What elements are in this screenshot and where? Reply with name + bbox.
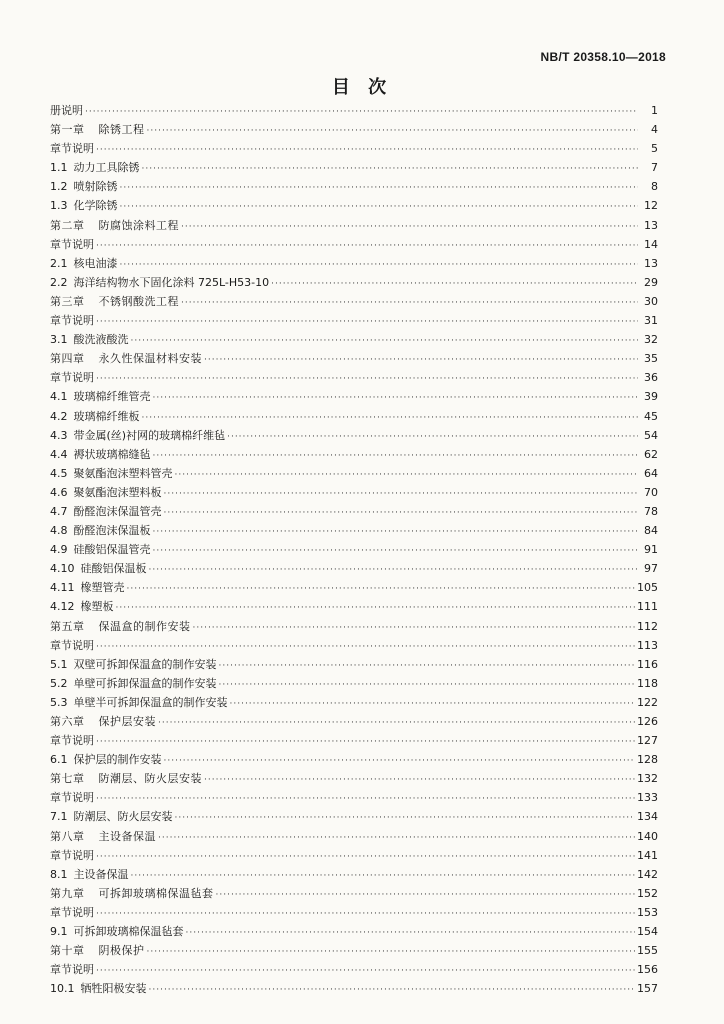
toc-entry bbox=[50, 655, 658, 674]
toc-entry-text: 硅酸铝保温板 bbox=[80, 562, 147, 576]
toc-page-number: 14 bbox=[644, 237, 658, 251]
toc-dot-leader bbox=[96, 962, 635, 979]
toc-dot-leader bbox=[96, 237, 638, 254]
toc-entry-number: 1.1 bbox=[50, 161, 68, 175]
toc-entry bbox=[50, 846, 658, 865]
toc-entry-text: 阴极保护 bbox=[98, 944, 145, 958]
toc-entry-label bbox=[50, 655, 217, 674]
toc-entry-number: 4.12 bbox=[50, 600, 75, 614]
toc-entry-text: 硅酸铝保温管壳 bbox=[73, 543, 151, 557]
toc-dot-leader bbox=[181, 294, 638, 311]
toc-entry-text: 除锈工程 bbox=[98, 123, 145, 137]
toc-entry-label bbox=[50, 120, 145, 139]
toc-entry-number: 第七章 bbox=[50, 772, 85, 786]
toc-entry-text: 永久性保温材料安装 bbox=[98, 352, 202, 366]
toc-entry-label bbox=[50, 884, 214, 903]
toc-dot-leader bbox=[153, 542, 639, 559]
toc-page-number: 116 bbox=[637, 657, 658, 671]
toc-entry bbox=[50, 139, 658, 158]
toc-entry-label bbox=[50, 941, 145, 960]
toc-page-number: 111 bbox=[637, 600, 658, 614]
toc-entry-number: 第六章 bbox=[50, 715, 85, 728]
toc-entry-label bbox=[50, 979, 147, 998]
toc-dot-leader bbox=[131, 332, 639, 349]
toc-page-number: 70 bbox=[644, 485, 658, 499]
toc-dot-leader bbox=[147, 943, 636, 960]
toc-entry bbox=[50, 177, 658, 196]
toc-entry-number: 第八章 bbox=[50, 829, 85, 843]
toc-entry-label bbox=[50, 273, 269, 292]
toc-page-number: 127 bbox=[637, 734, 658, 748]
toc-page-number: 13 bbox=[644, 256, 658, 270]
toc-dot-leader bbox=[158, 714, 635, 731]
toc-entry-text: 酚醛泡沫保温管壳 bbox=[73, 504, 162, 518]
toc-entry bbox=[50, 120, 658, 139]
toc-page-number: 141 bbox=[637, 848, 658, 862]
toc-entry bbox=[50, 807, 658, 826]
toc-entry-label bbox=[50, 158, 140, 177]
toc-entry-number: 2.1 bbox=[50, 256, 68, 270]
toc-entry-text: 保温盒的制作安装 bbox=[98, 619, 191, 633]
toc-page-number: 8 bbox=[651, 180, 658, 194]
toc-page-number: 4 bbox=[651, 123, 658, 137]
toc-entry bbox=[50, 464, 658, 483]
toc-entry-text: 章节说明 bbox=[50, 142, 94, 156]
toc-entry-text: 单壁半可拆卸保温盒的制作安装 bbox=[73, 695, 228, 709]
toc-dot-leader bbox=[216, 886, 636, 903]
toc-entry-text: 可拆卸玻璃棉保温毡套 bbox=[98, 886, 214, 900]
toc-page-number: 156 bbox=[637, 963, 658, 977]
toc-dot-leader bbox=[186, 924, 636, 941]
toc-entry-text: 可拆卸玻璃棉保温毡套 bbox=[73, 925, 184, 939]
toc-entry-label bbox=[50, 426, 225, 445]
toc-entry bbox=[50, 330, 658, 349]
toc-entry-label bbox=[50, 559, 147, 578]
toc-entry-label bbox=[50, 407, 140, 426]
toc-dot-leader bbox=[96, 905, 635, 922]
toc-dot-leader bbox=[164, 504, 639, 521]
toc-entry-label bbox=[50, 846, 94, 865]
toc-dot-leader bbox=[96, 141, 638, 158]
toc-page-number: 113 bbox=[637, 638, 658, 652]
toc-entry-text: 带金属(丝)衬网的玻璃棉纤维毡 bbox=[73, 428, 226, 442]
toc-entry-text: 章节说明 bbox=[50, 371, 94, 385]
toc-entry-number: 1.2 bbox=[50, 180, 68, 194]
toc-entry-number: 4.9 bbox=[50, 543, 68, 557]
toc-page-number: 62 bbox=[644, 447, 658, 461]
toc-dot-leader bbox=[96, 790, 635, 807]
toc-entry-number: 第一章 bbox=[50, 123, 85, 137]
toc-dot-leader bbox=[142, 409, 639, 426]
toc-dot-leader bbox=[204, 771, 635, 788]
toc-page-number: 91 bbox=[644, 543, 658, 557]
toc-entry-number: 4.5 bbox=[50, 466, 68, 480]
toc-entry-text: 保护层的制作安装 bbox=[73, 753, 162, 767]
toc-entry-label bbox=[50, 311, 94, 330]
toc-dot-leader bbox=[227, 428, 638, 445]
toc-page-number: 29 bbox=[644, 275, 658, 289]
toc-entry bbox=[50, 597, 658, 616]
toc-page-number: 134 bbox=[637, 810, 658, 824]
toc-entry-number: 10.1 bbox=[50, 982, 75, 996]
toc-entry-label bbox=[50, 827, 156, 846]
toc-page-number: 132 bbox=[637, 772, 658, 786]
toc-entry-text: 章节说明 bbox=[50, 963, 94, 977]
toc-page-number: 140 bbox=[637, 829, 658, 843]
toc-entry-number: 6.1 bbox=[50, 753, 68, 767]
toc-entry-text: 动力工具除锈 bbox=[73, 161, 140, 175]
page-title: 目 次 bbox=[331, 77, 393, 98]
toc-entry-number: 7.1 bbox=[50, 810, 68, 824]
toc-page-number: 154 bbox=[637, 925, 658, 939]
toc-entry-text: 褥状玻璃棉缝毡 bbox=[73, 447, 151, 461]
toc-dot-leader bbox=[153, 523, 639, 540]
toc-dot-leader bbox=[175, 466, 639, 483]
toc-entry bbox=[50, 502, 658, 521]
toc-entry-label bbox=[50, 750, 162, 769]
toc-dot-leader bbox=[116, 599, 636, 616]
toc-entry bbox=[50, 941, 658, 960]
toc-dot-leader bbox=[142, 160, 639, 177]
toc-entry-label bbox=[50, 865, 129, 884]
toc-dot-leader bbox=[120, 179, 639, 196]
toc-entry bbox=[50, 731, 658, 750]
toc-entry bbox=[50, 540, 658, 559]
toc-entry bbox=[50, 426, 658, 445]
toc-entry-text: 酚醛泡沫保温板 bbox=[73, 524, 151, 538]
toc-page-number: 126 bbox=[637, 715, 658, 728]
table-of-contents bbox=[50, 101, 658, 998]
toc-page-number: 45 bbox=[644, 409, 658, 423]
toc-entry-text: 双壁可拆卸保温盒的制作安装 bbox=[73, 657, 217, 671]
toc-dot-leader bbox=[96, 370, 638, 387]
toc-entry-label bbox=[50, 521, 151, 540]
toc-entry-label bbox=[50, 101, 83, 120]
toc-entry bbox=[50, 712, 658, 731]
toc-entry-text: 章节说明 bbox=[50, 314, 94, 328]
toc-dot-leader bbox=[164, 485, 639, 502]
toc-entry-text: 喷射除锈 bbox=[73, 180, 118, 194]
toc-entry-text: 橡塑板 bbox=[80, 600, 114, 614]
toc-dot-leader bbox=[158, 829, 635, 846]
toc-entry-label bbox=[50, 731, 94, 750]
toc-page-number: 64 bbox=[644, 466, 658, 480]
toc-entry-text: 核电油漆 bbox=[73, 256, 118, 270]
toc-dot-leader bbox=[120, 198, 639, 215]
toc-entry-number: 4.7 bbox=[50, 504, 68, 518]
toc-dot-leader bbox=[96, 848, 635, 865]
toc-entry-text: 册说明 bbox=[50, 104, 83, 117]
toc-entry bbox=[50, 254, 658, 273]
toc-entry bbox=[50, 636, 658, 655]
toc-entry-label bbox=[50, 769, 202, 788]
toc-entry bbox=[50, 216, 658, 235]
toc-entry bbox=[50, 196, 658, 215]
toc-entry-text: 牺牲阳极安装 bbox=[80, 982, 147, 996]
toc-entry-text: 橡塑管壳 bbox=[80, 581, 125, 595]
toc-entry bbox=[50, 827, 658, 846]
toc-entry-text: 聚氨酯泡沫塑料管壳 bbox=[73, 466, 173, 480]
toc-entry-label bbox=[50, 216, 179, 235]
toc-dot-leader bbox=[181, 218, 638, 235]
toc-entry bbox=[50, 273, 658, 292]
toc-entry bbox=[50, 769, 658, 788]
toc-entry bbox=[50, 960, 658, 979]
toc-dot-leader bbox=[127, 580, 636, 597]
toc-entry bbox=[50, 865, 658, 884]
toc-entry-label bbox=[50, 330, 129, 349]
toc-entry-text: 海洋结构物水下固化涂料 725L-H53-10 bbox=[73, 275, 270, 289]
toc-dot-leader bbox=[147, 122, 639, 139]
toc-entry-number: 9.1 bbox=[50, 925, 68, 939]
toc-entry-number: 第十章 bbox=[50, 944, 85, 958]
toc-entry-text: 章节说明 bbox=[50, 848, 94, 862]
toc-entry bbox=[50, 292, 658, 311]
toc-page-number: 133 bbox=[637, 791, 658, 805]
toc-entry-number: 4.4 bbox=[50, 447, 68, 461]
toc-dot-leader bbox=[219, 676, 636, 693]
toc-entry bbox=[50, 559, 658, 578]
toc-entry-text: 章节说明 bbox=[50, 734, 94, 748]
toc-entry-label bbox=[50, 636, 94, 655]
toc-entry-label bbox=[50, 139, 94, 158]
toc-entry-number: 第九章 bbox=[50, 886, 85, 900]
toc-entry bbox=[50, 483, 658, 502]
toc-entry-text: 玻璃棉纤维管壳 bbox=[73, 390, 151, 404]
document-code: NB/T 20358.10—2018 bbox=[540, 50, 666, 64]
toc-page-number: 35 bbox=[644, 352, 658, 366]
toc-entry-text: 章节说明 bbox=[50, 237, 94, 251]
toc-entry bbox=[50, 407, 658, 426]
toc-entry-number: 第三章 bbox=[50, 294, 85, 308]
toc-entry-label bbox=[50, 254, 118, 273]
toc-entry-number: 4.1 bbox=[50, 390, 68, 404]
toc-entry bbox=[50, 617, 658, 636]
toc-entry-label bbox=[50, 387, 151, 406]
toc-entry-text: 防潮层、防火层安装 bbox=[73, 810, 173, 824]
toc-entry-label bbox=[50, 578, 125, 597]
toc-entry-label bbox=[50, 788, 94, 807]
toc-dot-leader bbox=[131, 867, 636, 884]
toc-dot-leader bbox=[193, 619, 636, 636]
toc-entry-label bbox=[50, 674, 217, 693]
toc-page-number: 153 bbox=[637, 905, 658, 919]
toc-dot-leader bbox=[153, 389, 639, 406]
toc-page-number: 1 bbox=[651, 104, 658, 117]
toc-entry-label bbox=[50, 502, 162, 521]
toc-page-number: 39 bbox=[644, 390, 658, 404]
toc-entry-number: 第四章 bbox=[50, 352, 85, 366]
toc-entry bbox=[50, 578, 658, 597]
toc-dot-leader bbox=[271, 275, 638, 292]
toc-page-number: 36 bbox=[644, 371, 658, 385]
toc-entry bbox=[50, 445, 658, 464]
toc-entry bbox=[50, 903, 658, 922]
toc-page-number: 12 bbox=[644, 199, 658, 213]
toc-dot-leader bbox=[164, 752, 636, 769]
toc-page-number: 118 bbox=[637, 676, 658, 690]
toc-entry-number: 4.8 bbox=[50, 524, 68, 538]
toc-entry-label bbox=[50, 922, 184, 941]
toc-entry-text: 主设备保温 bbox=[73, 867, 129, 881]
toc-entry bbox=[50, 693, 658, 712]
toc-dot-leader bbox=[204, 351, 638, 368]
toc-entry-label bbox=[50, 483, 162, 502]
toc-page-number: 142 bbox=[637, 867, 658, 881]
toc-dot-leader bbox=[85, 103, 638, 120]
toc-dot-leader bbox=[230, 695, 636, 712]
toc-entry-label bbox=[50, 445, 151, 464]
toc-dot-leader bbox=[96, 313, 638, 330]
toc-entry-label bbox=[50, 464, 173, 483]
toc-entry-number: 1.3 bbox=[50, 199, 68, 213]
toc-entry-number: 4.11 bbox=[50, 581, 75, 595]
toc-entry-text: 防腐蚀涂料工程 bbox=[98, 218, 179, 232]
toc-entry-number: 5.3 bbox=[50, 695, 68, 709]
toc-entry bbox=[50, 368, 658, 387]
toc-entry-label bbox=[50, 597, 114, 616]
toc-entry-label bbox=[50, 349, 202, 368]
toc-entry-text: 防潮层、防火层安装 bbox=[98, 772, 202, 786]
toc-entry-number: 第二章 bbox=[50, 218, 85, 232]
toc-dot-leader bbox=[153, 447, 639, 464]
toc-entry-number: 3.1 bbox=[50, 333, 68, 347]
toc-page-number: 105 bbox=[637, 581, 658, 595]
toc-entry bbox=[50, 521, 658, 540]
toc-page-number: 13 bbox=[644, 218, 658, 232]
toc-entry-number: 4.2 bbox=[50, 409, 68, 423]
toc-entry-label bbox=[50, 903, 94, 922]
toc-dot-leader bbox=[149, 981, 636, 998]
toc-dot-leader bbox=[219, 657, 636, 674]
toc-entry-number: 8.1 bbox=[50, 867, 68, 881]
toc-dot-leader bbox=[120, 256, 639, 273]
toc-entry-label bbox=[50, 712, 156, 731]
toc-page-number: 31 bbox=[644, 314, 658, 328]
toc-entry bbox=[50, 387, 658, 406]
toc-entry-label bbox=[50, 196, 118, 215]
toc-entry-number: 2.2 bbox=[50, 275, 68, 289]
toc-entry-number: 4.10 bbox=[50, 562, 75, 576]
toc-entry-label bbox=[50, 235, 94, 254]
toc-entry-number: 4.3 bbox=[50, 428, 68, 442]
toc-page-number: 157 bbox=[637, 982, 658, 996]
toc-entry-label bbox=[50, 540, 151, 559]
toc-entry-label bbox=[50, 693, 228, 712]
toc-entry-number: 5.1 bbox=[50, 657, 68, 671]
toc-page-number: 122 bbox=[637, 695, 658, 709]
toc-dot-leader bbox=[96, 733, 635, 750]
toc-entry-label bbox=[50, 617, 191, 636]
toc-page-number: 78 bbox=[644, 504, 658, 518]
toc-page-number: 97 bbox=[644, 562, 658, 576]
toc-dot-leader bbox=[149, 561, 639, 578]
toc-entry bbox=[50, 674, 658, 693]
toc-page-number: 155 bbox=[637, 944, 658, 958]
toc-entry-text: 不锈钢酸洗工程 bbox=[98, 294, 179, 308]
toc-entry-text: 聚氨酯泡沫塑料板 bbox=[73, 485, 162, 499]
toc-entry bbox=[50, 101, 658, 120]
toc-entry bbox=[50, 922, 658, 941]
toc-page-number: 128 bbox=[637, 753, 658, 767]
toc-dot-leader bbox=[96, 638, 635, 655]
toc-entry-label bbox=[50, 292, 179, 311]
toc-entry bbox=[50, 979, 658, 998]
toc-entry bbox=[50, 884, 658, 903]
toc-page-number: 5 bbox=[651, 142, 658, 156]
toc-entry-label bbox=[50, 177, 118, 196]
toc-entry-text: 章节说明 bbox=[50, 638, 94, 652]
toc-dot-leader bbox=[175, 809, 636, 826]
toc-entry bbox=[50, 235, 658, 254]
toc-entry-number: 第五章 bbox=[50, 619, 85, 633]
toc-entry-text: 单壁可拆卸保温盒的制作安装 bbox=[73, 676, 217, 690]
toc-entry bbox=[50, 311, 658, 330]
toc-entry-text: 章节说明 bbox=[50, 791, 94, 805]
toc-page-number: 32 bbox=[644, 333, 658, 347]
toc-entry-text: 保护层安装 bbox=[98, 715, 156, 728]
toc-page-number: 84 bbox=[644, 524, 658, 538]
toc-entry bbox=[50, 349, 658, 368]
toc-page-number: 112 bbox=[637, 619, 658, 633]
toc-entry-text: 酸洗液酸洗 bbox=[73, 333, 129, 347]
toc-entry-number: 4.6 bbox=[50, 485, 68, 499]
toc-page-number: 54 bbox=[644, 428, 658, 442]
toc-entry bbox=[50, 788, 658, 807]
toc-entry-label bbox=[50, 368, 94, 387]
toc-entry-label bbox=[50, 807, 173, 826]
toc-entry-number: 5.2 bbox=[50, 676, 68, 690]
toc-entry bbox=[50, 750, 658, 769]
toc-entry-text: 章节说明 bbox=[50, 905, 94, 919]
toc-entry-text: 化学除锈 bbox=[73, 199, 118, 213]
toc-page-number: 30 bbox=[644, 294, 658, 308]
toc-entry-label bbox=[50, 960, 94, 979]
toc-entry-text: 玻璃棉纤维板 bbox=[73, 409, 140, 423]
toc-page-number: 7 bbox=[651, 161, 658, 175]
toc-page-number: 152 bbox=[637, 886, 658, 900]
toc-entry bbox=[50, 158, 658, 177]
toc-entry-text: 主设备保温 bbox=[98, 829, 156, 843]
